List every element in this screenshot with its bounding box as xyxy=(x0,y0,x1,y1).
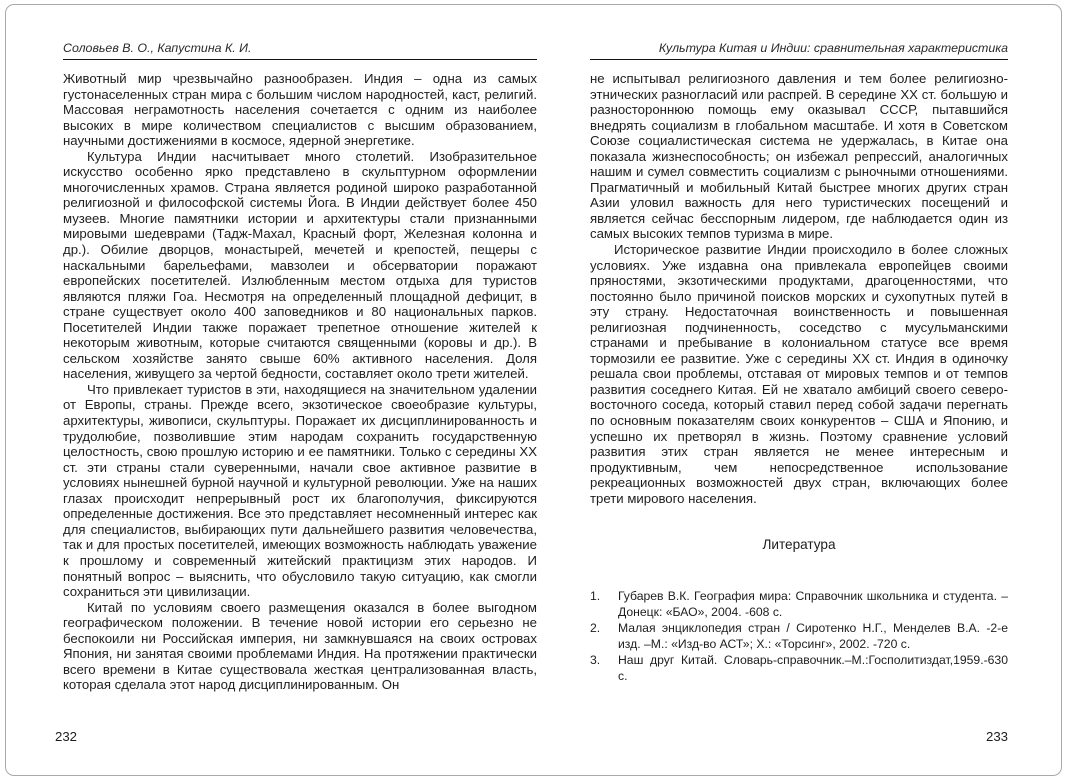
reference-number: 3. xyxy=(590,652,601,667)
page-left xyxy=(63,42,537,693)
reference-gap xyxy=(607,621,618,653)
page-number-left: 232 xyxy=(55,729,78,744)
left-body-text xyxy=(63,71,537,693)
paragraph: Историческое развитие Индии происходило в более сложных условиях. Уже издавна она привлекала европейцев своими пряностями, экзотическими продуктами, драгоценностями, что постоянно было причиной поисков морских и сухопутных путей в эту страну. Недостаточная воинственность и повышенная религиозная подчиненность, соседство с мусульманскими странами и пребывание в колониальном статусе все время тормозили ее развитие. Уже с середины XX ст. Индия в одиночку решала свои проблемы, отставая от мировых темпов и от темпов развития соседнего Китая. Ей не хватало амбиций своего северо-восточного соседа, который ставил перед собой задачи перегнать по основным показателям своих конкурентов – США и Японию, и успешно их претворял в жизнь. Поэтому сравнение условий развития этих стран является не менее интересным и продуктивным, чем непосредственное использование рекреационных возможностей двух стран, включающих более трети мирового населения. xyxy=(590,242,1008,506)
paragraph: не испытывал религиозного давления и тем более религиозно-этнических разногласий или распрей. В середине XX ст. большую и разностороннюю помощь ему оказывал СССР, пытавшийся внедрять социализм в глобальном масштабе. И хотя в Советском Союзе социалистическая система не удержалась, в Китае она показала жизнеспособность; он избежал репрессий, аналогичных нашим и сумел совместить социализм с рыночными отношениями. Прагматичный и мобильный Китай быстрее многих других стран Азии уловил важность для него туристических посещений и является сейчас бесспорным лидером, где наблюдается один из самых высоких темпов туризма в мире. xyxy=(590,71,1008,242)
literature-heading: Литература xyxy=(762,537,836,553)
reference-gap xyxy=(607,589,618,621)
paragraph: Культура Индии насчитывает много столетий. Изобразительное искусство особенно ярко представлено в скульптурном оформлении многочисленных храмов. Страна является родиной широко разработанной религиозной и философской системы Йога. В Индии действует более 450 музеев. Многие памятники истории и архитектуры стали признанными мировыми шедеврами (Тадж-Махал, Красный форт, Железная колонна и др.). Обилие дворцов, монастырей, мечетей и крепостей, пещеры с наскальными барельефами, мавзолеи и обсерватории поражают европейских посетителей. Излюбленным местом отдыха для туристов являются пляжи Гоа. Несмотря на определенный площадной дефицит, в стране существует около 400 заповедников и 80 национальных парков. Посетителей Индии также поражает трепетное отношение жителей к некоторым животным, которые считаются священными (коровы и др.). В сельском хозяйстве занято свыше 60% активного населения. Доля населения, живущего за чертой бедности, составляет около трети жителей. xyxy=(63,148,537,382)
reference-text: Губарев В.К. География мира: Справочник школьника и студента. –Донецк: «БАО», 2004. -608 с. xyxy=(618,589,1008,620)
reference-item xyxy=(590,621,1008,653)
reference-item xyxy=(590,589,1008,621)
reference-number: 1. xyxy=(590,589,601,604)
reference-text: Наш друг Китай. Словарь-справочник.–М.:Госполитиздат,1959.-630 с. xyxy=(618,652,1008,683)
paragraph: Животный мир чрезвычайно разнообразен. Индия – одна из самых густонаселенных стран мира с большим числом народностей, каст, религий. Массовая неграмотность населения сочетается с одним из наиболее высоких в мире количеством специалистов с высшим образованием, научными достижениями в космосе, ядерной энергетике. xyxy=(63,71,537,149)
reference-number: 2. xyxy=(590,621,601,636)
paragraph: Что привлекает туристов в эти, находящиеся на значительном удалении от Европы, страны. Прежде всего, экзотическое своеобразие культуры, архитектуры, живописи, скульптуры. Поражает их дисциплинированность и трудолюбие, позволившие этим народам сохранить государственную целостность, свою прошлую историю и ее памятники. Только с середины XX ст. эти страны стали суверенными, начали свое активное развитие в условиях нынешней бурной научной и культурной революции. Уже на наших глазах происходит непрерывный рост их благополучия, фиксируются определенные достижения. Все это представляет несомненный интерес как для специалистов, выбирающих пути дальнейшего развития человечества, так и для простых посетителей, имеющих возможность наблюдать уважение к прошлому и современный житейский практицизм этих народов. И понятный вопрос – выяснить, что обусловило такую ситуацию, как смогли сохраниться эти цивилизации. xyxy=(63,381,537,600)
paragraph: Китай по условиям своего размещения оказался в более выгодном географическом положении. В течение новой истории его серьезно не беспокоили ни Российская империя, ни замкнувшаяся на своих островах Япония, ни занятая своими проблемами Индия. На протяжении практически всего времени в Китае существовала жесткая централизованная власть, которая сделала этот народ дисциплинированным. Он xyxy=(63,599,537,693)
left-running-head: Соловьев В. О., Капустина К. И. xyxy=(63,42,537,60)
reference-text: Малая энциклопедия стран / Сиротенко Н.Г., Менделев В.А. -2-е изд. –М.: «Изд-во АСТ»; Х.: «Торсинг», 2002. -720 с. xyxy=(618,621,1008,652)
page-number-right: 233 xyxy=(985,729,1008,744)
reference-gap xyxy=(607,653,618,685)
reference-item xyxy=(590,653,1008,685)
page-right xyxy=(590,42,1008,685)
right-running-head: Культура Китая и Индии: сравнительная характеристика xyxy=(590,42,1008,60)
right-body-text xyxy=(590,71,1008,506)
references-list xyxy=(590,589,1008,684)
